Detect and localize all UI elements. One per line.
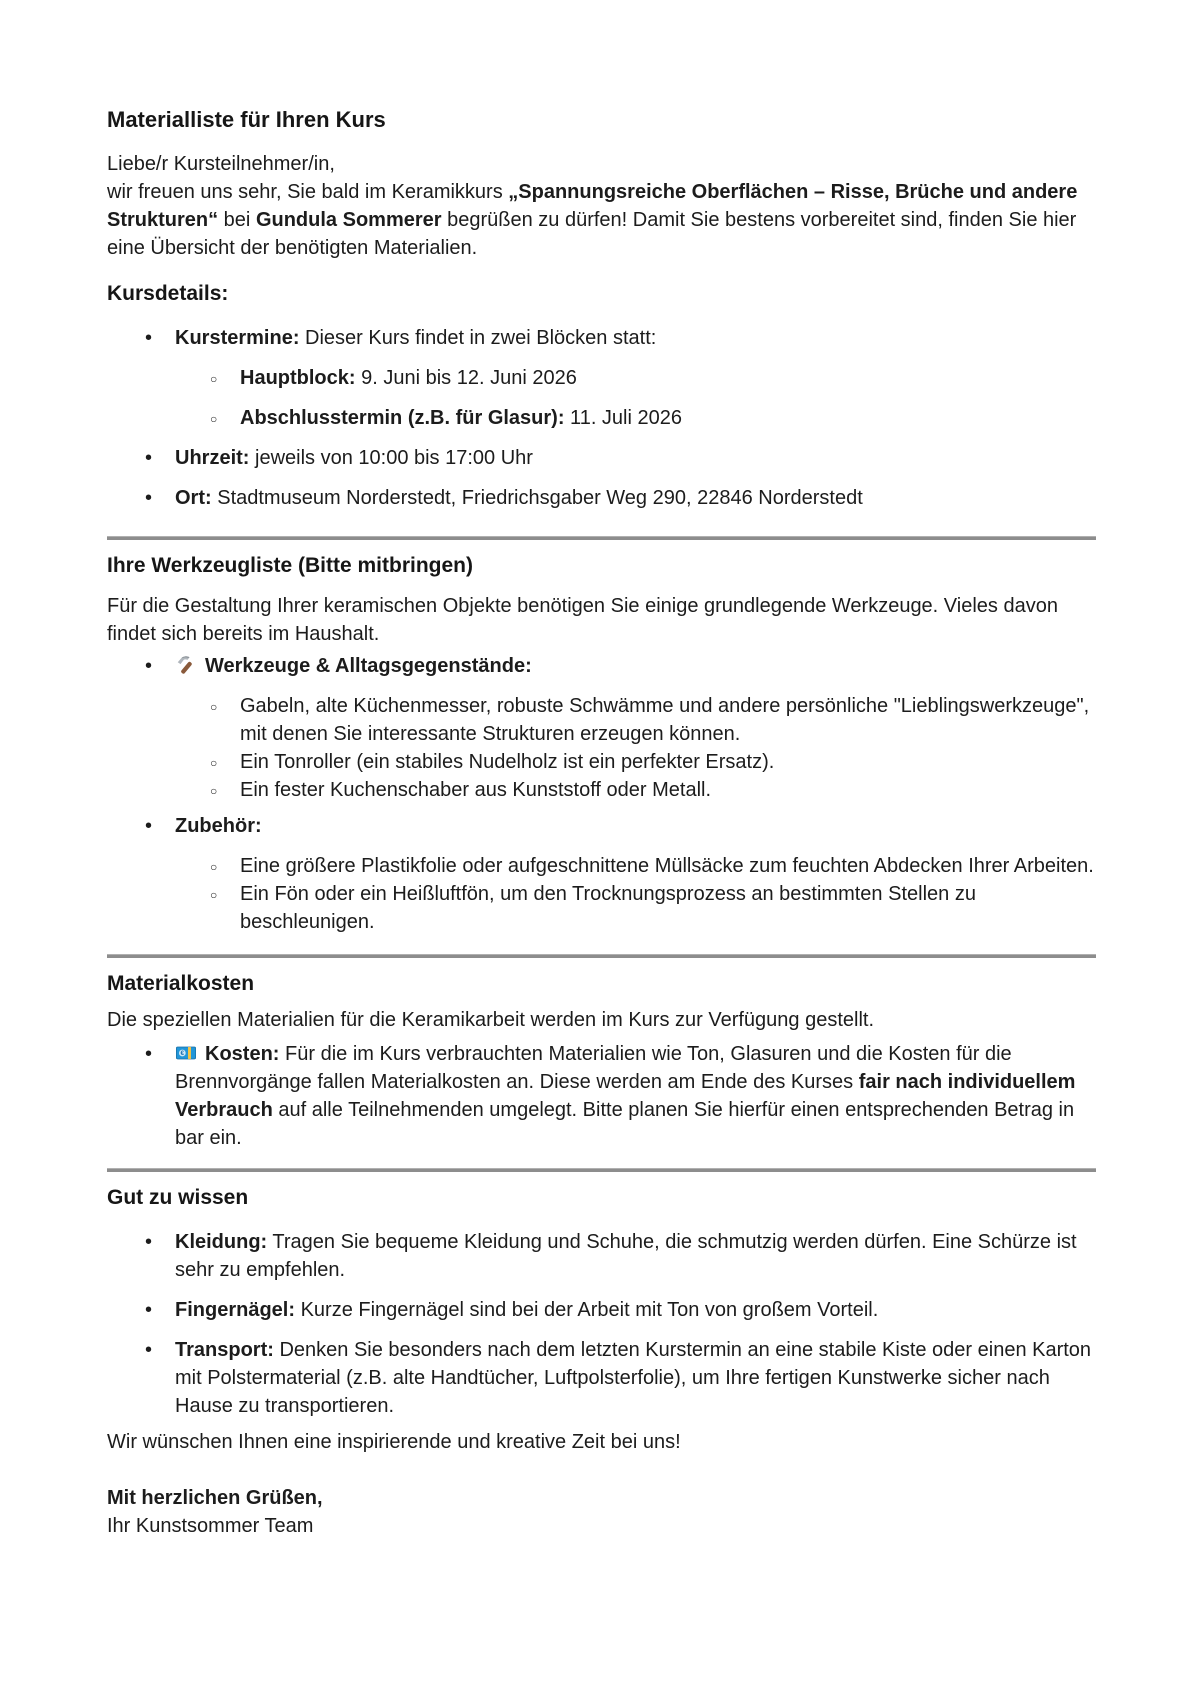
signoff [107, 1484, 1096, 1540]
list-subitem-hauptblock [107, 364, 1096, 392]
signoff-greeting: Mit herzlichen Grüßen, [107, 1487, 323, 1509]
list-item-werkzeuge [107, 652, 1096, 680]
list-subitem-abschlusstermin [107, 404, 1096, 432]
item-label: Werkzeuge & Alltagsgegenstände: [205, 655, 532, 677]
list-subitem-foen: ○ Ein Fön oder ein Heißluftfön, um den Trocknungsprozess an bestimmten Stellen zu beschleunigen. [107, 880, 1096, 936]
section-werkzeugliste [107, 552, 1096, 936]
page-title: Materialliste für Ihren Kurs [107, 107, 386, 132]
item-text: Kurze Fingernägel sind bei der Arbeit mit Ton von großem Vorteil. [295, 1299, 879, 1321]
section-materialkosten [107, 970, 1096, 1152]
intro-text: wir freuen uns sehr, Sie bald im Keramikkurs [107, 181, 509, 203]
intro-text: begrüßen zu dürfen! Damit Sie bestens vorbereitet sind, finden Sie hier eine Übersicht der benötigten Materialien. [107, 209, 1077, 259]
item-label: Uhrzeit: [175, 447, 250, 469]
intro-text: bei [218, 209, 256, 231]
list-item-kosten [107, 1040, 1096, 1152]
intro-paragraph [107, 150, 1096, 262]
list-item-ort [107, 484, 1096, 512]
euro-banknote-icon [175, 1042, 197, 1064]
item-label: Transport: [175, 1339, 274, 1361]
list-subitem-tonroller: ○ Ein Tonroller (ein stabiles Nudelholz ist ein perfekter Ersatz). [107, 748, 1096, 776]
list-subitem-gabeln: ○ Gabeln, alte Küchenmesser, robuste Schwämme und andere persönliche "Lieblingswerkzeuge", mit denen Sie interessante Strukturen erzeugen können. [107, 692, 1096, 748]
intro-salutation: Liebe/r Kursteilnehmer/in, [107, 153, 335, 175]
list-item-uhrzeit [107, 444, 1096, 472]
item-label: Kurstermine: [175, 327, 300, 349]
item-label: Abschlusstermin (z.B. für Glasur): [240, 407, 565, 429]
item-label: Hauptblock: [240, 367, 356, 389]
section-kursdetails [107, 280, 1096, 512]
item-text: auf alle Teilnehmenden umgelegt. Bitte planen Sie hierfür einen entsprechenden Betrag in bar ein. [175, 1099, 1075, 1149]
item-text: 11. Juli 2026 [564, 407, 682, 429]
section-heading-werkzeugliste: Ihre Werkzeugliste (Bitte mitbringen) [107, 554, 473, 577]
list-item-zubehoer [107, 812, 1096, 840]
course-title-text: „Spannungsreiche Oberflächen – Risse, Brüche und andere Strukturen“ [107, 181, 1078, 231]
section-divider [107, 954, 1096, 958]
section-gut-zu-wissen [107, 1184, 1096, 1420]
section-divider [107, 536, 1096, 540]
item-label: Ort: [175, 487, 212, 509]
section-divider [107, 1168, 1096, 1172]
signoff-team: Ihr Kunstsommer Team [107, 1515, 314, 1537]
item-label: Kosten: [205, 1043, 280, 1065]
item-label: Zubehör: [175, 815, 262, 837]
item-text: Dieser Kurs findet in zwei Blöcken statt: [299, 327, 657, 349]
svg-text:€: • € [180, 1050, 185, 1058]
item-text-bold: fair nach individuellem Verbrauch [175, 1071, 1076, 1121]
list-subitem-plastikfolie: ○ Eine größere Plastikfolie oder aufgeschnittene Müllsäcke zum feuchten Abdecken Ihrer Arbeiten. [107, 852, 1096, 880]
item-text: 9. Juni bis 12. Juni 2026 [355, 367, 577, 389]
list-item-kurstermine [107, 324, 1096, 352]
hammer-icon [175, 654, 197, 676]
list-item-transport [107, 1336, 1096, 1420]
list-item-fingernaegel [107, 1296, 1096, 1324]
instructor-name: Gundula Sommerer [255, 209, 442, 231]
section-heading-gut-zu-wissen: Gut zu wissen [107, 1186, 249, 1209]
item-text: Für die im Kurs verbrauchten Materialien wie Ton, Glasuren und die Kosten für die Brennvorgänge fallen Materialkosten an. Diese werden am Ende des Kurses [175, 1043, 1012, 1093]
section-heading-materialkosten: Materialkosten [107, 972, 255, 995]
materialkosten-intro: Die speziellen Materialien für die Keramikarbeit werden im Kurs zur Verfügung gestellt. [107, 1009, 875, 1031]
item-text: Denken Sie besonders nach dem letzten Kurstermin an eine stabile Kiste oder einen Karton mit Polstermaterial (z.B. alte Handtücher, Luftpolsterfolie), um Ihre fertigen Kunstwerke sicher nach Hause zu transportieren. [175, 1339, 1092, 1417]
item-text: Stadtmuseum Norderstedt, Friedrichsgaber Weg 290, 22846 Norderstedt [211, 487, 863, 509]
section-heading-kursdetails: Kursdetails: [107, 282, 229, 305]
list-item-kleidung [107, 1228, 1096, 1284]
list-subitem-kuchenschaber: ○ Ein fester Kuchenschaber aus Kunststoff oder Metall. [107, 776, 1096, 804]
werkzeugliste-intro: Für die Gestaltung Ihrer keramischen Objekte benötigen Sie einige grundlegende Werkzeuge. Vieles davon findet sich bereits im Haushalt. [107, 595, 1058, 645]
item-label: Fingernägel: [175, 1299, 296, 1321]
closing-wish: Wir wünschen Ihnen eine inspirierende und kreative Zeit bei uns! [107, 1431, 681, 1453]
item-text: jeweils von 10:00 bis 17:00 Uhr [249, 447, 533, 469]
item-text: Tragen Sie bequeme Kleidung und Schuhe, die schmutzig werden dürfen. Eine Schürze ist sehr zu empfehlen. [175, 1231, 1077, 1281]
item-label: Kleidung: [175, 1231, 268, 1253]
